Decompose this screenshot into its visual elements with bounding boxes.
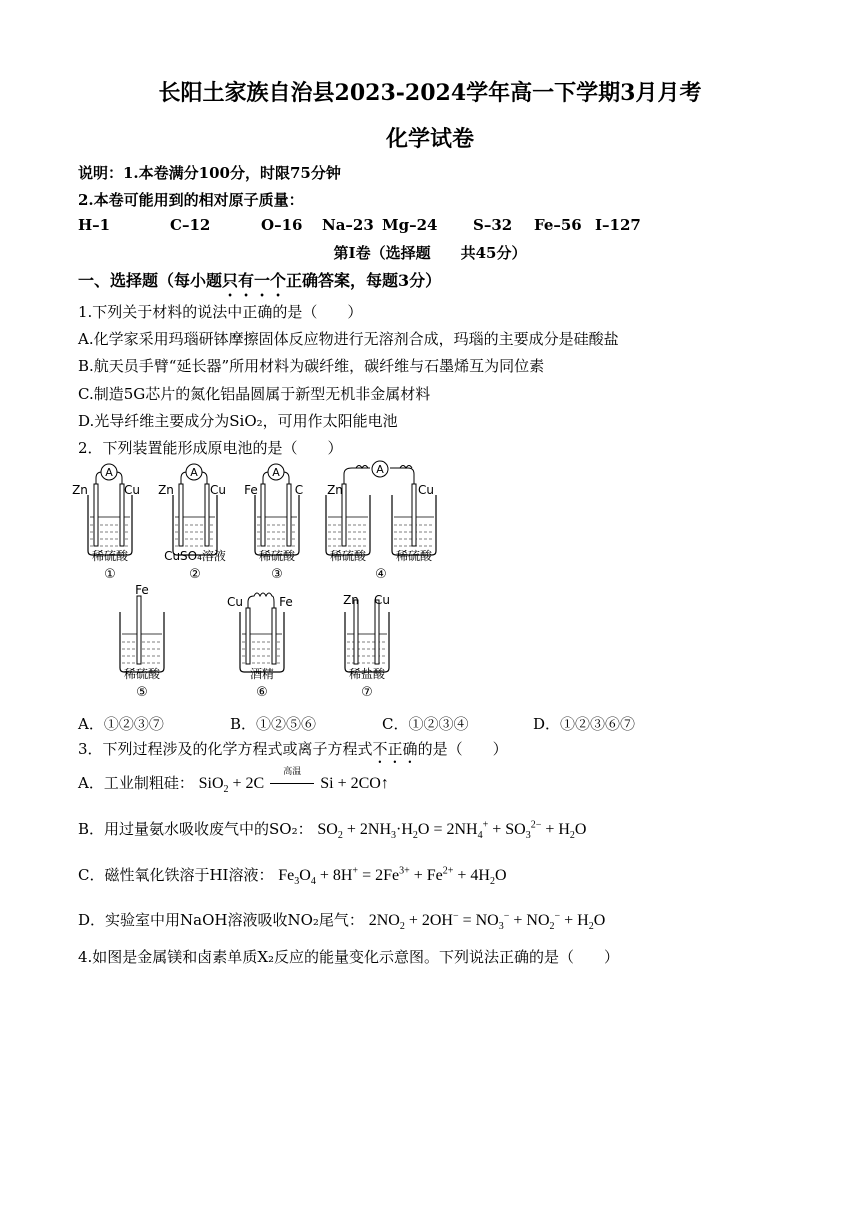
svg-text:①: ①	[104, 567, 116, 582]
svg-text:C: C	[294, 483, 304, 497]
svg-text:④: ④	[375, 567, 387, 582]
q3-option-d: D．实验室中用NaOH溶液吸收NO₂尾气： $2NO_2 + 2OH^- = NO_3^- + NO_2^- + H_2O$	[78, 910, 606, 933]
svg-text:稀硫酸: 稀硫酸	[329, 549, 367, 563]
atomic-mass-list	[0, 216, 860, 236]
exam-title: 长阳土家族自治县2023-2024学年高一下学期3月月考	[158, 80, 702, 106]
mass-fe: Fe–56	[534, 216, 582, 234]
svg-text:Cu: Cu	[124, 483, 140, 497]
q2-option-d: D．①②③⑥⑦	[533, 715, 636, 733]
cell-2	[158, 464, 226, 582]
cell-5	[120, 583, 164, 700]
galvanic-cell-diagrams	[70, 460, 470, 705]
mass-mg: Mg–24	[382, 216, 438, 234]
svg-text:CuSO₄溶液: CuSO₄溶液	[164, 549, 226, 563]
q3-option-b: B．用过量氨水吸收废气中的SO₂： $SO_2 + 2NH_3\cdot H_2O = 2NH_4^+ + SO_3^{2-} + H_2O$	[78, 819, 587, 842]
equation-a: SiO$_2$ + 2C 高温 Si + 2CO↑	[198, 766, 389, 796]
svg-text:⑥: ⑥	[256, 685, 268, 700]
part-title: 第Ⅰ卷（选择题 共45分）	[333, 244, 527, 262]
svg-text:③: ③	[271, 567, 283, 582]
svg-text:稀硫酸: 稀硫酸	[258, 549, 296, 563]
mass-h: H–1	[78, 216, 111, 234]
svg-text:稀硫酸: 稀硫酸	[395, 549, 433, 563]
svg-text:②: ②	[189, 567, 201, 582]
ammeter-2: A	[190, 466, 198, 479]
svg-text:Fe: Fe	[244, 483, 258, 497]
svg-text:Cu: Cu	[210, 483, 226, 497]
mass-i: I–127	[595, 216, 641, 234]
mass-c: C–12	[170, 216, 211, 234]
q1-option-b: B.航天员手臂“延长器”所用材料为碳纤维，碳纤维与石墨烯互为同位素	[78, 357, 545, 375]
emphasis-incorrect: 不正确	[372, 740, 418, 758]
cell-3	[244, 464, 303, 582]
q2-option-a: A．①②③⑦	[78, 715, 164, 733]
svg-text:Zn: Zn	[343, 593, 359, 607]
q1-option-c: C.制造5G芯片的氮化铝晶圆属于新型无机非金属材料	[78, 385, 431, 403]
svg-text:Cu: Cu	[227, 595, 243, 609]
equation-c: $Fe_3O_4 + 8H^+ = 2Fe^{3+} + Fe^{2+} + 4H_2O$	[278, 865, 507, 888]
mass-s: S–32	[473, 216, 513, 234]
q1-option-d: D.光导纤维主要成分为SiO₂，可用作太阳能电池	[78, 412, 398, 430]
q1-option-a: A.化学家采用玛瑙研钵摩擦固体反应物进行无溶剂合成，玛瑙的主要成分是硅酸盐	[78, 330, 619, 348]
mass-na: Na–23	[322, 216, 374, 234]
svg-text:Zn: Zn	[158, 483, 174, 497]
cell-1	[72, 464, 140, 582]
q4-stem: 4.如图是金属镁和卤素单质X₂反应的能量变化示意图。下列说法正确的是（ ）	[78, 948, 620, 966]
svg-text:Cu: Cu	[374, 593, 390, 607]
svg-text:稀硫酸: 稀硫酸	[123, 667, 161, 681]
cell-7	[343, 593, 390, 700]
instruction-line-2: 2.本卷可能用到的相对原子质量：	[78, 191, 304, 209]
reaction-condition: 高温	[283, 766, 302, 777]
q2-option-b: B．①②⑤⑥	[230, 715, 317, 733]
svg-text:⑤: ⑤	[136, 685, 148, 700]
svg-text:Fe: Fe	[135, 583, 149, 597]
svg-text:Zn: Zn	[72, 483, 88, 497]
emphasis-only-one: 只有一个	[222, 271, 287, 290]
ammeter-4: A	[376, 463, 384, 476]
q3-stem: 3．下列过程涉及的化学方程式或离子方程式不正确的是（ ）	[78, 740, 508, 758]
q2-stem: 2．下列装置能形成原电池的是（ ）	[78, 439, 343, 457]
subject-title: 化学试卷	[385, 126, 474, 152]
svg-text:稀硫酸: 稀硫酸	[91, 549, 129, 563]
svg-text:Cu: Cu	[418, 483, 434, 497]
q3-option-a: A．工业制粗硅： SiO$_2$ + 2C 高温 Si + 2CO↑	[78, 766, 389, 796]
svg-text:稀盐酸: 稀盐酸	[348, 667, 386, 681]
equation-d: $2NO_2 + 2OH^- = NO_3^- + NO_2^- + H_2O$	[368, 910, 606, 933]
svg-text:Fe: Fe	[279, 595, 293, 609]
q1-stem: 1.下列关于材料的说法中正确的是（ ）	[78, 303, 363, 321]
ammeter-3: A	[272, 466, 280, 479]
svg-text:酒精: 酒精	[249, 667, 275, 681]
cell-4	[326, 461, 436, 582]
svg-text:⑦: ⑦	[361, 685, 373, 700]
svg-text:Zn: Zn	[327, 483, 343, 497]
section-heading: 一、选择题（每小题只有一个正确答案，每题3分）	[78, 271, 442, 290]
instruction-line-1: 说明：1.本卷满分100分，时限75分钟	[78, 164, 341, 182]
mass-o: O–16	[261, 216, 303, 234]
cell-6	[227, 593, 293, 700]
ammeter-1: A	[105, 466, 113, 479]
q2-option-c: C．①②③④	[382, 715, 469, 733]
equation-b: $SO_2 + 2NH_3\cdot H_2O = 2NH_4^+ + SO_3^{2-} + H_2O$	[317, 819, 587, 842]
q3-option-c: C．磁性氧化铁溶于HI溶液： $Fe_3O_4 + 8H^+ = 2Fe^{3+} + Fe^{2+} + 4H_2O$	[78, 865, 507, 888]
